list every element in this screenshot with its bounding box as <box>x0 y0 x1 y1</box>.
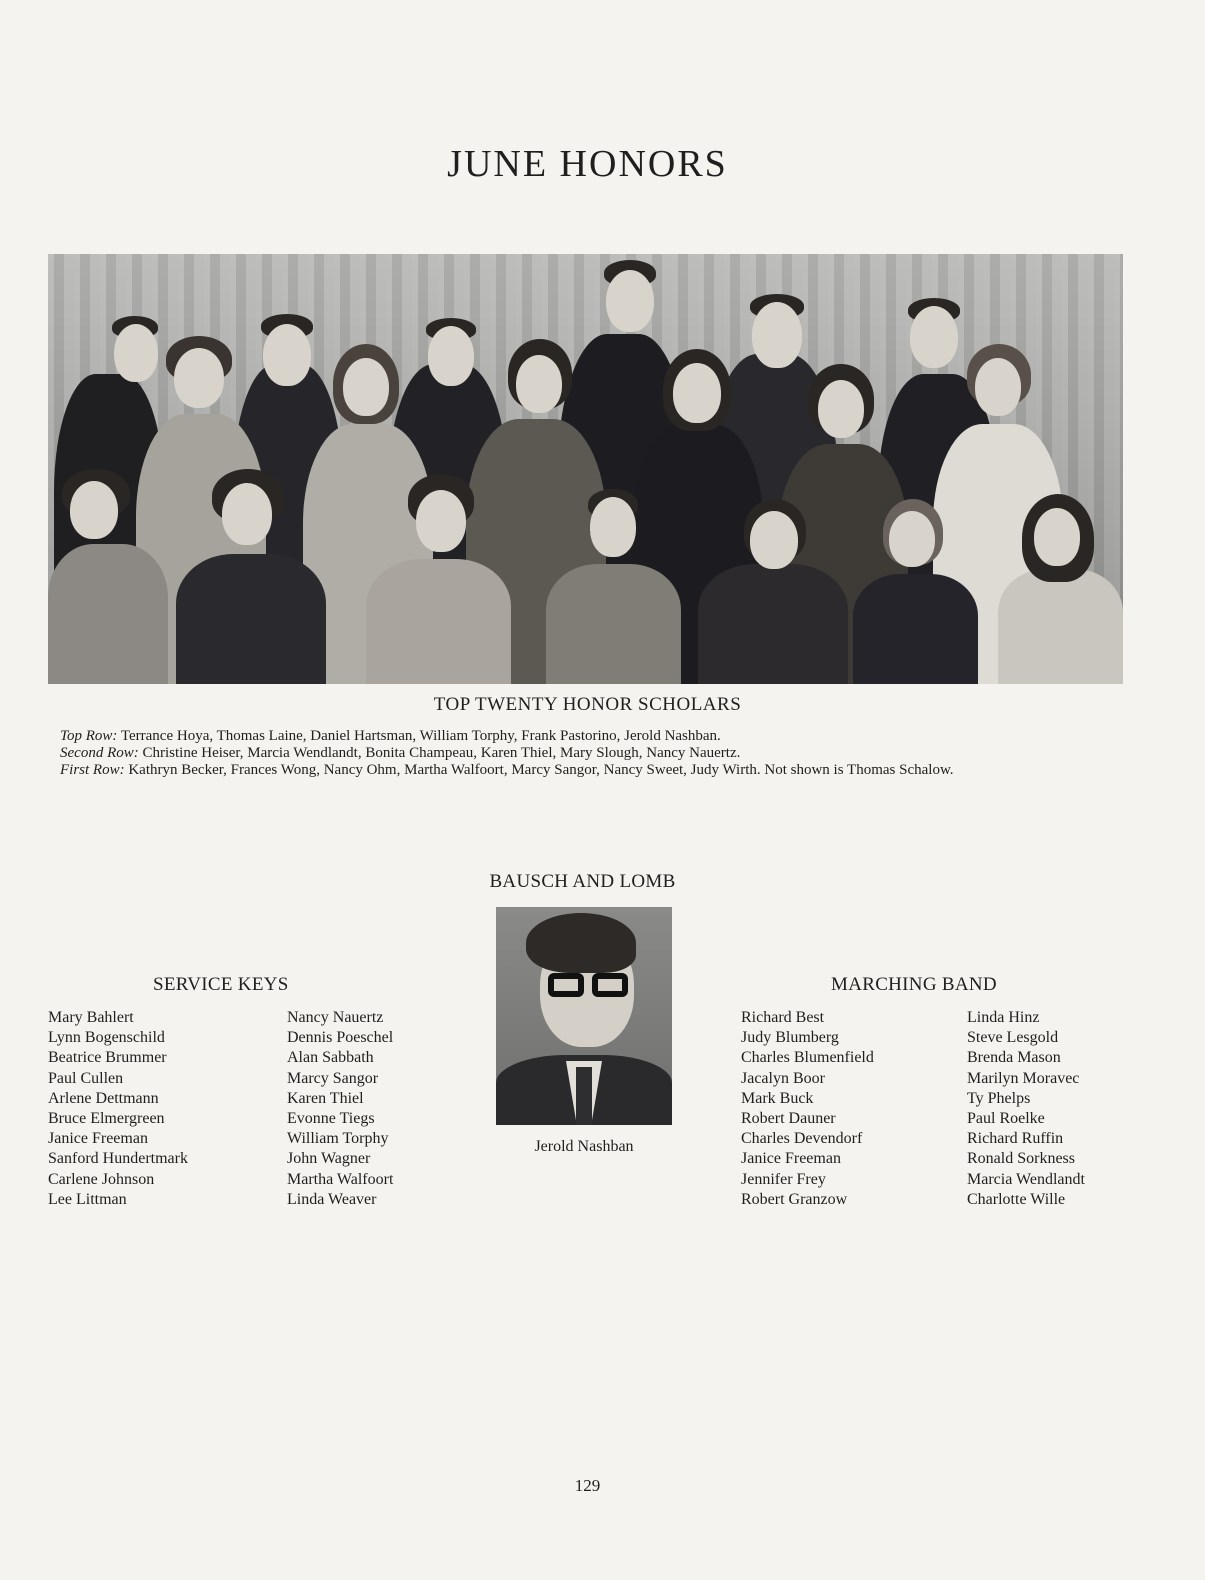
row-label: Top Row: <box>60 728 118 744</box>
portrait-caption: Jerold Nashban <box>534 1138 634 1155</box>
list-item: Carlene Johnson <box>48 1170 155 1188</box>
photo-figure <box>546 489 681 684</box>
service-keys-heading: SERVICE KEYS <box>153 974 289 995</box>
honor-scholars-names <box>60 728 1120 779</box>
list-item: Sanford Hundertmark <box>48 1150 188 1168</box>
service-keys-column-1 <box>48 1008 188 1210</box>
photo-figure <box>698 499 848 684</box>
marching-band-column-2 <box>967 1008 1085 1210</box>
names-row <box>60 745 1120 762</box>
list-item: Dennis Poeschel <box>287 1029 394 1047</box>
list-item: Richard Best <box>741 1009 825 1026</box>
service-keys-column-2 <box>287 1008 393 1210</box>
list-item: Alan Sabbath <box>287 1049 374 1067</box>
list-item: Ty Phelps <box>967 1089 1031 1107</box>
list-item: Evonne Tiegs <box>287 1110 375 1128</box>
list-item: Robert Granzow <box>741 1190 848 1208</box>
photo-figure <box>176 469 326 684</box>
list-item: Nancy Nauertz <box>287 1009 384 1026</box>
list-item: Linda Weaver <box>287 1190 377 1208</box>
list-item: Janice Freeman <box>741 1150 841 1168</box>
list-item: Mark Buck <box>741 1089 814 1107</box>
photo-figure <box>48 469 168 684</box>
row-label: First Row: <box>60 762 125 778</box>
list-item: Lee Littman <box>48 1190 127 1208</box>
list-item: Marcia Wendlandt <box>967 1170 1085 1188</box>
row-names: Kathryn Becker, Frances Wong, Nancy Ohm, Martha Walfoort, Marcy Sangor, Nancy Sweet, Judy Wirth. Not shown is Thomas Schalow. <box>128 762 954 778</box>
list-item: Paul Roelke <box>967 1110 1045 1128</box>
list-item: Steve Lesgold <box>967 1029 1059 1047</box>
list-item: Ronald Sorkness <box>967 1150 1075 1168</box>
list-item: Judy Blumberg <box>741 1029 839 1047</box>
marching-band-heading: MARCHING BAND <box>831 974 997 995</box>
list-item: William Torphy <box>287 1130 389 1148</box>
row-label: Second Row: <box>60 745 139 761</box>
list-item: Arlene Dettmann <box>48 1089 159 1107</box>
marching-band-column-1 <box>741 1008 874 1210</box>
list-item: Linda Hinz <box>967 1009 1040 1026</box>
list-item: Jennifer Frey <box>741 1170 826 1188</box>
photo-caption: TOP TWENTY HONOR SCHOLARS <box>433 694 742 715</box>
list-item: Richard Ruffin <box>967 1130 1064 1148</box>
page-number: 129 <box>574 1476 601 1495</box>
list-item: Paul Cullen <box>48 1069 124 1087</box>
list-item: Mary Bahlert <box>48 1009 134 1026</box>
names-row <box>60 728 1120 745</box>
row-names: Christine Heiser, Marcia Wendlandt, Bonita Champeau, Karen Thiel, Mary Slough, Nancy Nauertz. <box>142 745 741 761</box>
list-item: Marcy Sangor <box>287 1069 379 1087</box>
list-item: Charles Devendorf <box>741 1130 863 1148</box>
row-names: Terrance Hoya, Thomas Laine, Daniel Hartsman, William Torphy, Frank Pastorino, Jerold Nashban. <box>120 728 721 744</box>
portrait-photo <box>496 907 672 1125</box>
list-item: Bruce Elmergreen <box>48 1110 165 1128</box>
list-item: John Wagner <box>287 1150 371 1168</box>
list-item: Lynn Bogenschild <box>48 1029 165 1047</box>
list-item: Marilyn Moravec <box>967 1069 1080 1087</box>
list-item: Martha Walfoort <box>287 1170 394 1188</box>
list-item: Charlotte Wille <box>967 1190 1066 1208</box>
list-item: Jacalyn Boor <box>741 1069 825 1087</box>
list-item: Charles Blumenfield <box>741 1049 874 1067</box>
photo-figure <box>366 474 511 684</box>
list-item: Janice Freeman <box>48 1130 148 1148</box>
list-item: Karen Thiel <box>287 1089 364 1107</box>
group-photo <box>48 254 1123 684</box>
list-item: Beatrice Brummer <box>48 1049 167 1067</box>
page-title: JUNE HONORS <box>447 143 728 185</box>
photo-figure <box>853 499 978 684</box>
list-item: Robert Dauner <box>741 1110 836 1128</box>
names-row <box>60 762 1120 779</box>
photo-figure <box>998 494 1123 684</box>
list-item: Brenda Mason <box>967 1049 1061 1067</box>
bausch-and-lomb-heading: BAUSCH AND LOMB <box>489 871 676 892</box>
